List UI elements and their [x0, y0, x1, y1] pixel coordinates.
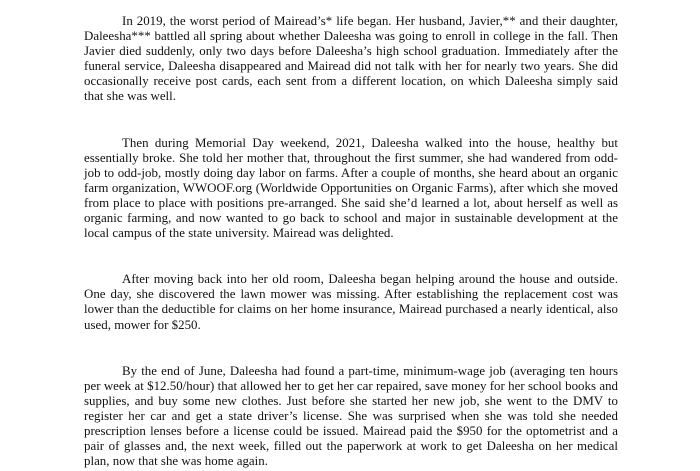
paragraph-1: In 2019, the worst period of Mairead’s* life began. Her husband, Javier,** and their daughter, Daleesha*** battled all spring about whether Daleesha was going to enroll in college in the fall. Then Javier died suddenly, only two days before Daleesha’s high school graduation. Immediately after the funeral service, Daleesha disappeared and Mairead did not talk with her for nearly two years. She did occasionally receive post cards, each sent from a different location, on which Daleesha simply said that she was well.: [84, 14, 618, 104]
paragraph-2: Then during Memorial Day weekend, 2021, Daleesha walked into the house, healthy but essentially broke. She told her mother that, throughout the first summer, she had wandered from odd-job to odd-job, mostly doing day labor on farms. After a couple of months, she heard about an organic farm organization, WWOOF.org (Worldwide Opportunities on Organic Farms), after which she moved from place to place with positions pre-arranged. She said she’d learned a lot, about herself as well as organic farming, and now wanted to go back to school and major in sustainable development at the local campus of the state university. Mairead was delighted.: [84, 135, 618, 241]
paragraph-3: After moving back into her old room, Daleesha began helping around the house and outside. One day, she discovered the lawn mower was missing. After establishing the replacement cost was lower than the deductible for claims on her home insurance, Mairead purchased a nearly identical, also used, mower for $250.: [84, 272, 618, 332]
paragraph-4: By the end of June, Daleesha had found a part-time, minimum-wage job (averaging ten hours per week at $12.50/hour) that allowed her to get her car repaired, save money for her school books and supplies, and buy some new clothes. Just before she started her new job, she went to the DMV to register her car and get a state driver’s license. She was surprised when she was told she needed prescription lenses before a license could be issued. Mairead paid the $950 for the optometrist and a pair of glasses and, the next week, filled out the paperwork at work to get Daleesha on her medical plan, now that she was home again.: [84, 363, 618, 469]
document-body: [84, 14, 618, 469]
